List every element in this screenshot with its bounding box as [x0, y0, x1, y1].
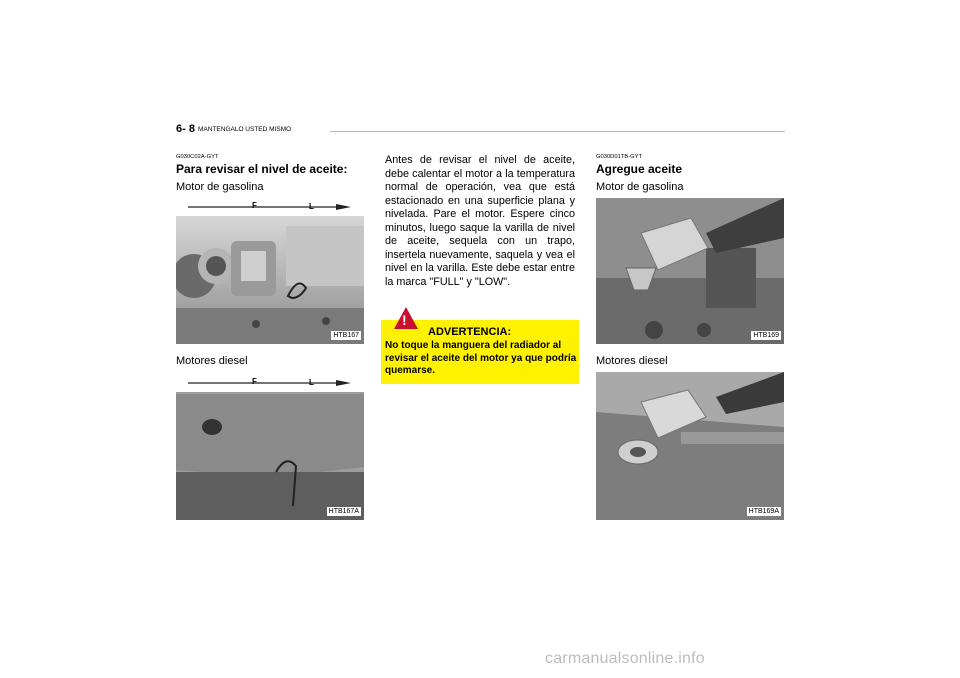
photo-label: HTB169A	[748, 508, 779, 515]
header-divider	[330, 131, 785, 132]
photo-label: HTB167A	[328, 508, 359, 515]
dipstick-mark-low: L	[309, 202, 314, 211]
photo-illustration	[176, 372, 364, 520]
subheading-diesel-left: Motores diesel	[176, 355, 248, 367]
chapter-title: MANTENGALO USTED MISMO	[198, 126, 292, 133]
photo-illustration	[596, 198, 784, 344]
warning-symbol: !	[402, 312, 407, 328]
warning-text: No toque la manguera del radiador al revisar el aceite del motor ya que podría quemarse.	[385, 340, 577, 376]
page-number: 6- 8	[176, 123, 195, 135]
photo-label: HTB167	[333, 332, 359, 339]
photo-label: HTB169	[753, 332, 779, 339]
engine-photo-gasoline-add-oil	[596, 198, 784, 344]
dipstick-mark-low: L	[309, 378, 314, 387]
engine-photo-gasoline-dipstick	[176, 196, 364, 344]
section-code-right: G030D01TB-GYT	[596, 154, 643, 160]
subheading-gasoline-left: Motor de gasolina	[176, 181, 264, 193]
subheading-diesel-right: Motores diesel	[596, 355, 668, 367]
engine-photo-diesel-add-oil	[596, 372, 784, 520]
section-code-left: G030C02A-GYT	[176, 154, 219, 160]
photo-illustration	[596, 372, 784, 520]
warning-icon	[393, 306, 419, 335]
oil-check-instructions: Antes de revisar el nivel de aceite, debe calentar el motor a la temperatura normal de operación, vea que está estacionado en una superficie plana y nivelada. Pare el motor. Espere cinco minutos, luego saque la varilla de nivel de aceite, sequela con un trapo, insertela nuevamente, saquela y vea el nivel en la varilla. Este debe estar entre la marca "FULL" y "LOW".	[385, 154, 575, 288]
section-title-right: Agregue aceite	[596, 162, 683, 176]
dipstick-mark-full: F	[252, 377, 257, 386]
photo-illustration	[176, 196, 364, 344]
section-title-left: Para revisar el nivel de aceite:	[176, 162, 348, 176]
subheading-gasoline-right: Motor de gasolina	[596, 181, 684, 193]
dipstick-mark-full: F	[252, 201, 257, 210]
warning-title: ADVERTENCIA:	[428, 326, 512, 338]
watermark: carmanualsonline.info	[545, 650, 705, 667]
engine-photo-diesel-dipstick	[176, 372, 364, 520]
